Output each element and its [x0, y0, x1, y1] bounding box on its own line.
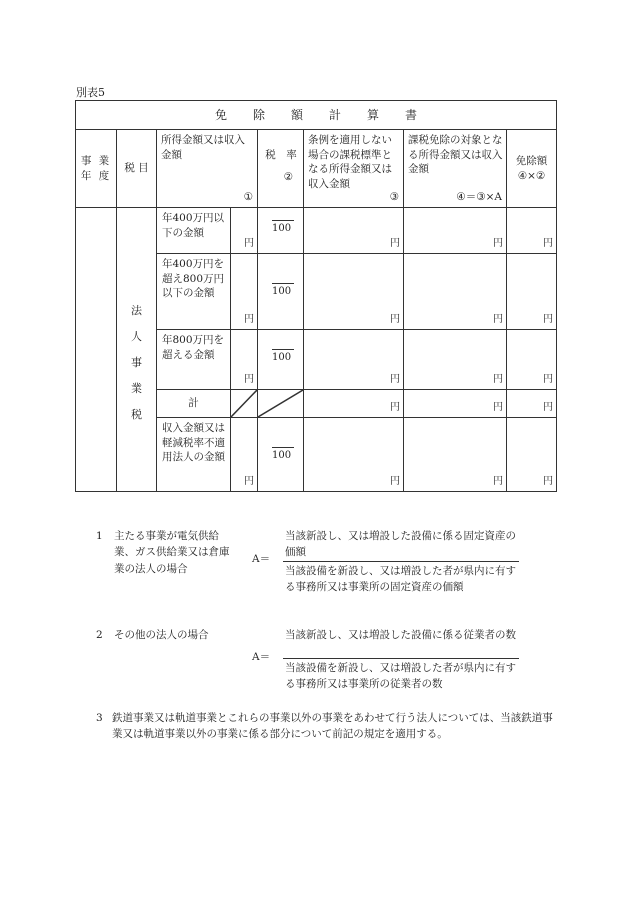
note-number: 2	[96, 629, 103, 641]
formula-denominator: 当該設備を新設し、又は増設した者が県内に有する事務所又は事業所の従業者の数	[285, 662, 516, 691]
exempt-amount-cell: 円	[507, 418, 557, 492]
exempt-target-cell: 円	[404, 418, 507, 492]
tax-name-char: 事	[131, 356, 142, 369]
tax-name-char: 税	[131, 408, 142, 421]
exempt-target-cell: 円	[404, 208, 507, 254]
header-tax-rate: 税 率 ②	[258, 130, 304, 208]
exempt-amount-cell: 円	[507, 330, 557, 390]
row-label: 年400万円以下の金額	[157, 208, 231, 254]
rate-cell: 100	[258, 254, 304, 330]
tax-name-char: 人	[131, 330, 142, 343]
header-exempt-target: 課税免除の対象となる所得金額又は収入金額 ④＝③×A	[404, 130, 507, 208]
header-income: 所得金額又は収入金額 ①	[157, 130, 258, 208]
income-cell: 円	[231, 330, 258, 390]
total-label-cell: 計	[157, 390, 231, 418]
formula-numerator: 当該新設し、又は増設した設備に係る従業者の数	[285, 629, 516, 641]
exempt-amount-cell: 円	[507, 390, 557, 418]
income-total-cell	[231, 390, 258, 418]
base-cell: 円	[304, 208, 404, 254]
header-tax-base: 条例を適用しない場合の課税標準となる所得金額又は収入金額 ③	[304, 130, 404, 208]
table-title: 免除額計算書	[215, 107, 444, 122]
row-label: 年400万円を超え800万円以下の金額	[157, 254, 231, 330]
formula-numerator: 当該新設し、又は増設した設備に係る固定資産の価額	[285, 530, 516, 559]
income-cell: 円	[231, 418, 258, 492]
rate-total-cell	[258, 390, 304, 418]
table-title-cell	[76, 101, 557, 130]
fraction-line	[283, 561, 519, 562]
row-label: 収入金額又は軽減税率不適用法人の金額	[157, 418, 231, 492]
rate-cell: 100	[258, 418, 304, 492]
tax-name	[117, 298, 156, 428]
note-number: 1	[96, 530, 103, 542]
formula-lhs: A＝	[252, 553, 271, 565]
tax-name-cell	[117, 208, 157, 492]
rate-cell: 100	[258, 208, 304, 254]
header-exempt-amount: 免除額 ④×②	[507, 130, 557, 208]
note-text: 主たる事業が電気供給業、ガス供給業又は倉庫業の法人の場合	[114, 530, 230, 575]
note-text: その他の法人の場合	[114, 629, 209, 641]
note-number: 3	[96, 712, 103, 724]
base-cell: 円	[304, 418, 404, 492]
income-cell: 円	[231, 254, 258, 330]
fraction-line	[283, 658, 519, 659]
base-cell: 円	[304, 254, 404, 330]
rate-cell: 100	[258, 330, 304, 390]
income-cell: 円	[231, 208, 258, 254]
note-text: 鉄道事業又は軌道事業とこれらの事業以外の事業をあわせて行う法人については、当該鉄道事業又は軌道事業以外の事業に係る部分について前記の規定を適用する。	[112, 712, 553, 741]
formula-lhs: A＝	[252, 651, 271, 663]
exemption-calculation-table	[75, 100, 557, 492]
row-label: 年800万円を超える金額	[157, 330, 231, 390]
exempt-amount-cell: 円	[507, 208, 557, 254]
exempt-target-cell: 円	[404, 254, 507, 330]
exempt-amount-cell: 円	[507, 254, 557, 330]
base-cell: 円	[304, 390, 404, 418]
tax-name-char: 法	[131, 304, 142, 317]
base-cell: 円	[304, 330, 404, 390]
document-label: 別表5	[76, 86, 105, 99]
business-year-cell	[76, 208, 117, 492]
header-tax-item: 税 目	[117, 130, 157, 208]
header-business-year: 事 業 年 度	[76, 130, 117, 208]
tax-name-char: 業	[131, 382, 142, 395]
formula-denominator: 当該設備を新設し、又は増設した者が県内に有する事務所又は事業所の固定資産の価額	[285, 565, 516, 594]
exempt-target-cell: 円	[404, 390, 507, 418]
exempt-target-cell: 円	[404, 330, 507, 390]
